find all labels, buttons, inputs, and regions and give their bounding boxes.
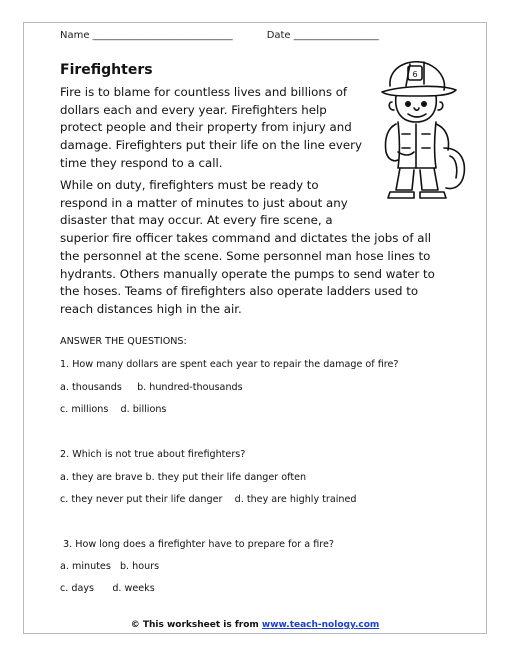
text-line: protect people and their property from injury and [60, 120, 352, 135]
text-line: respond in a matter of minutes to just about any [60, 195, 348, 210]
text-line: the personnel at the scene. Some personnel man hose lines to [60, 248, 431, 263]
question-1-options-a-b: a. thousands b. hundred-thousands [60, 382, 243, 393]
text-line: While on duty, firefighters must be ready to [60, 178, 319, 192]
paragraph-duty [60, 177, 435, 319]
name-date-header [60, 30, 379, 41]
footer-text: © This worksheet is from [130, 620, 262, 630]
footer-link[interactable]: www.teach-nology.com [261, 620, 380, 630]
text-line: Fire is to blame for countless lives and billions of [60, 85, 348, 99]
text-line: hydrants. Others manually operate the pumps to send water to [60, 266, 435, 281]
question-3-prompt: 3. How long does a firefighter have to prepare for a fire? [60, 539, 334, 550]
worksheet-title: Firefighters [60, 62, 153, 78]
question-1-options-c-d: c. millions d. billions [60, 404, 167, 415]
question-2-prompt: 2. Which is not true about firefighters? [60, 449, 246, 460]
text-line: disaster that may occur. At every fire scene, a [60, 213, 333, 228]
text-line: the hoses. Teams of firefighters also operate ladders used to [60, 284, 419, 299]
question-3-options-c-d: c. days d. weeks [60, 583, 155, 594]
text-line: time they respond to a call. [60, 155, 223, 170]
text-line: dollars each and every year. Firefighters help [60, 102, 327, 117]
name-field-label: Name ____________________________ [60, 30, 233, 41]
question-3-options-a-b: a. minutes b. hours [60, 561, 160, 572]
footer-credit [0, 620, 510, 630]
text-line: reach distances high in the air. [60, 301, 242, 316]
paragraph-intro [60, 84, 362, 173]
svg-text:6: 6 [412, 70, 418, 79]
date-field-label: Date _________________ [266, 30, 379, 41]
question-2-options-a-b: a. they are brave b. they put their life danger often [60, 472, 307, 483]
text-line: damage. Firefighters put their life on the line every [60, 138, 362, 153]
text-line: superior fire officer takes command and dictates the jobs of all [60, 231, 432, 246]
question-1-prompt: 1. How many dollars are spent each year to repair the damage of fire? [60, 359, 399, 370]
answer-heading: ANSWER THE QUESTIONS: [60, 336, 187, 347]
question-2-options-c-d: c. they never put their life danger d. they are highly trained [60, 494, 357, 505]
